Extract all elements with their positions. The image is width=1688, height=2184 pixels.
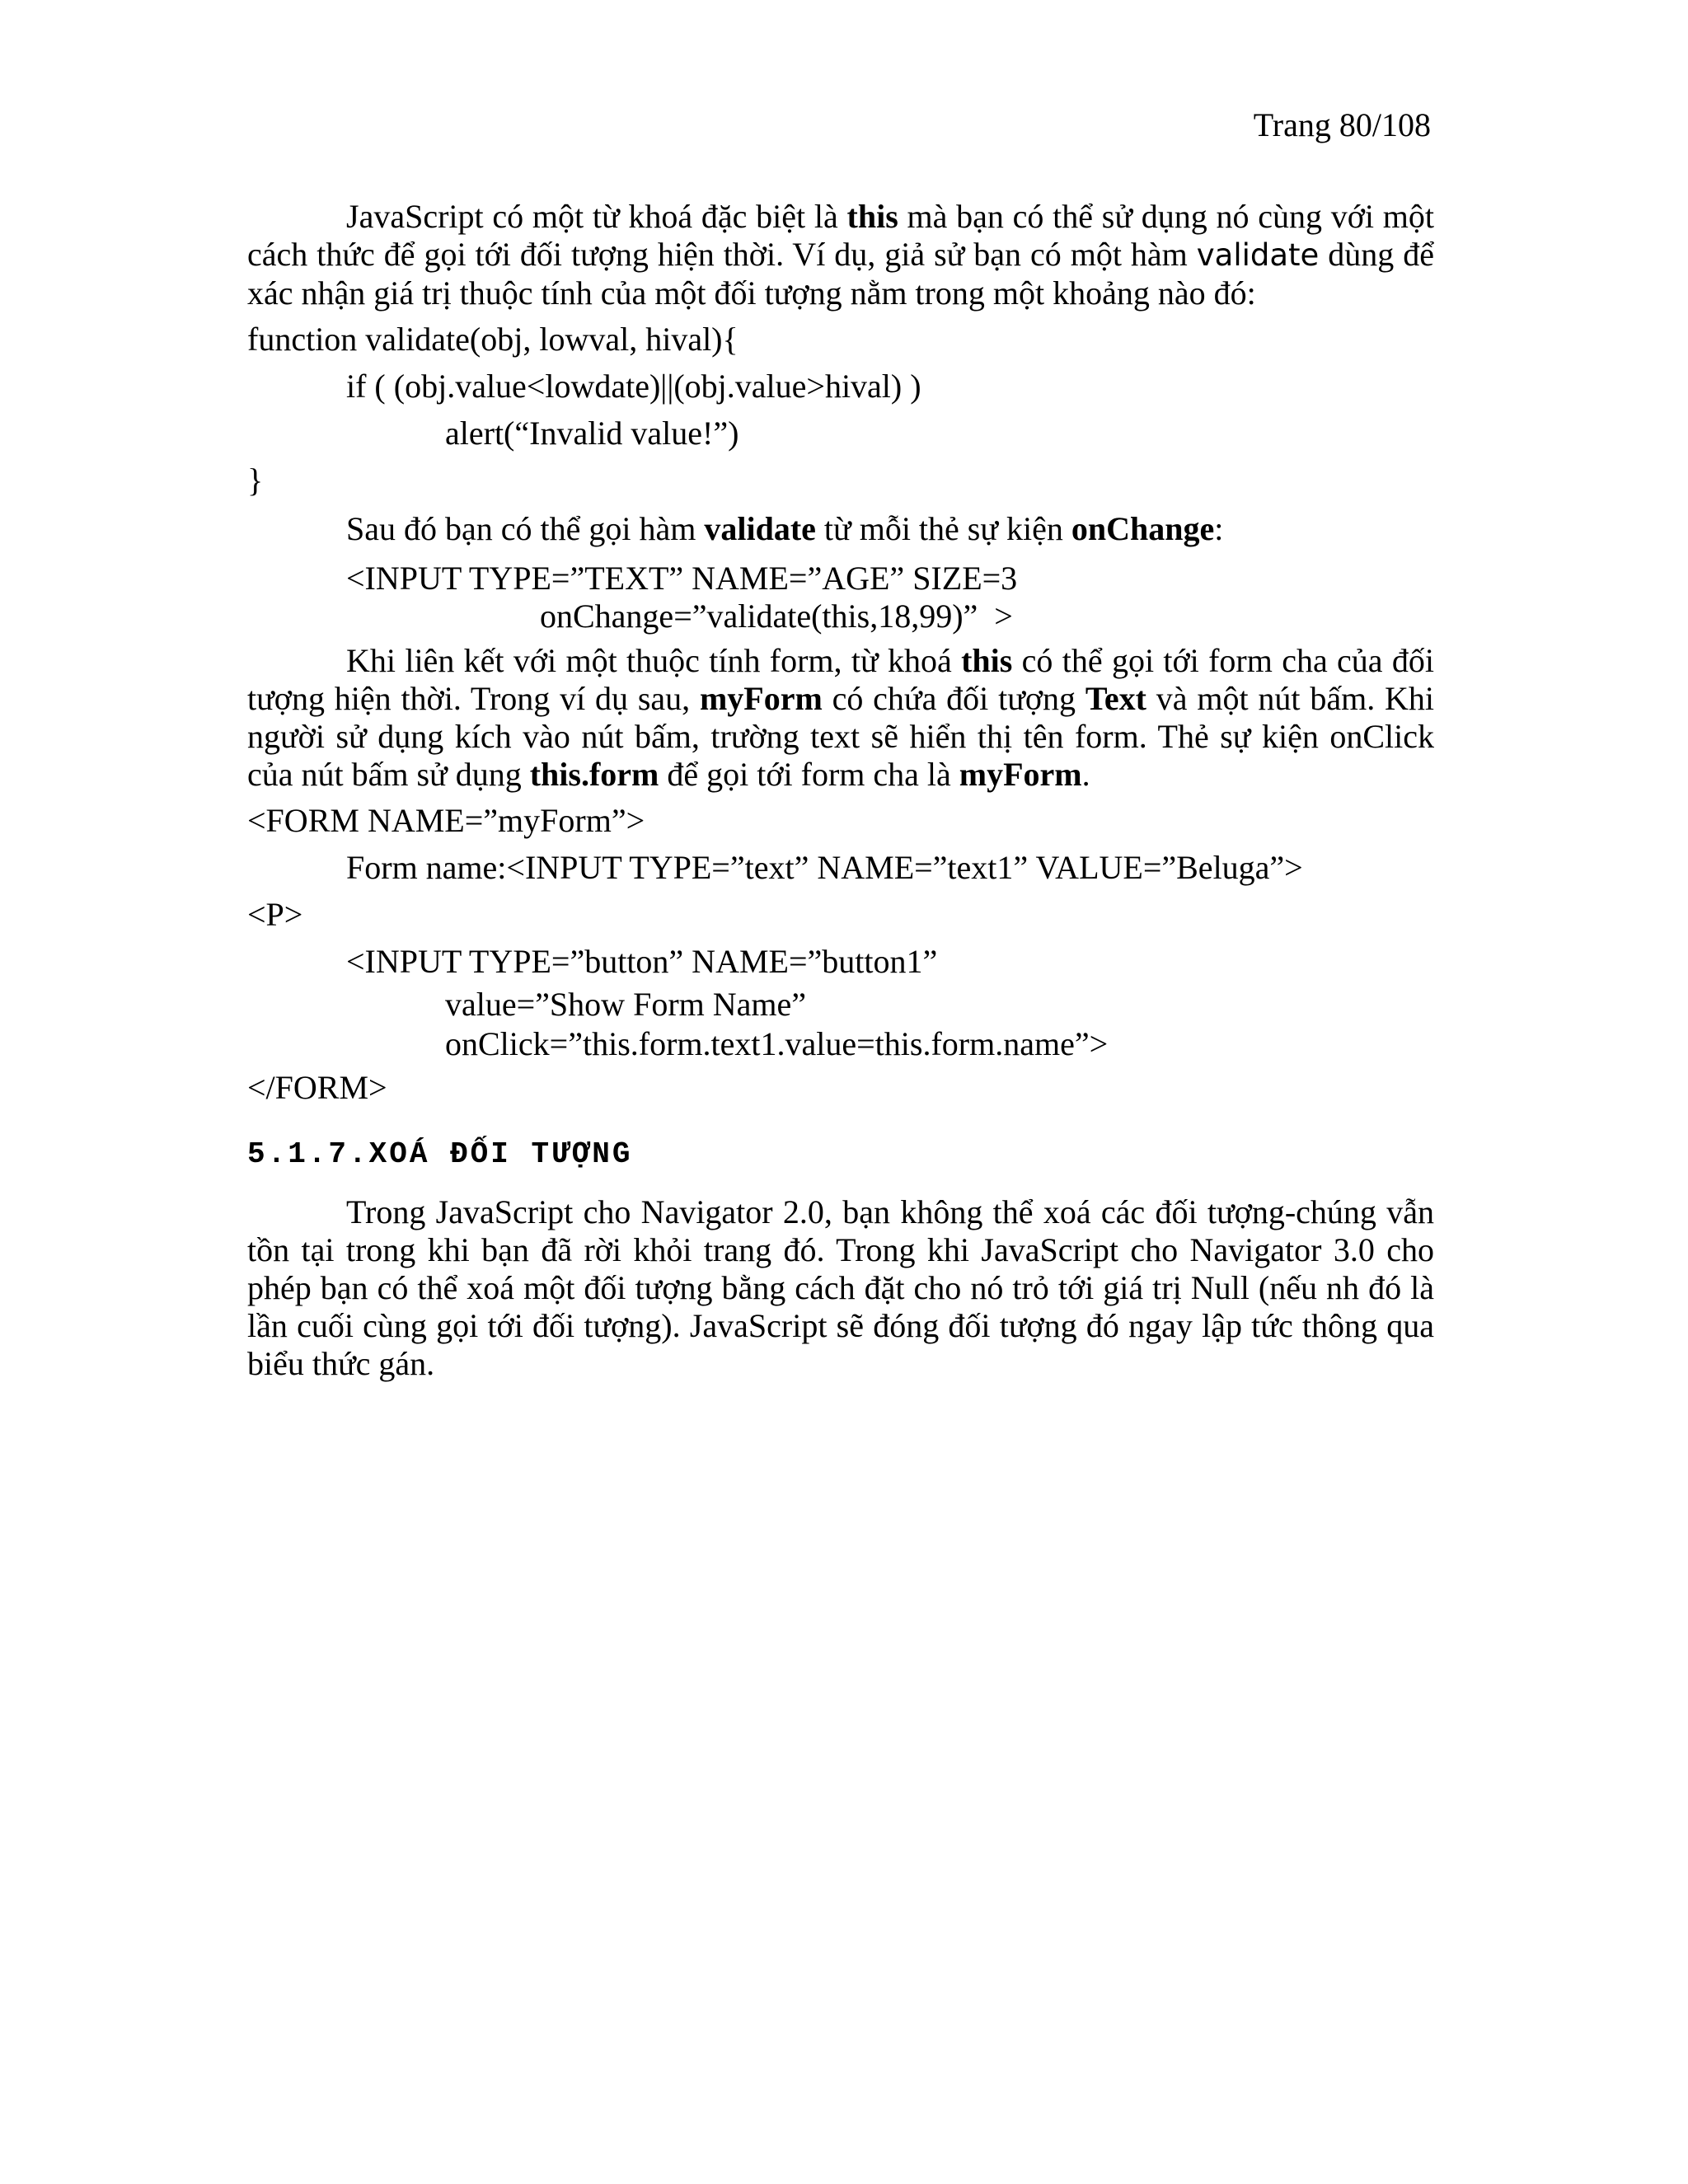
- bold-this-form: this.form: [529, 756, 659, 793]
- keyword-this: this: [846, 198, 898, 235]
- code-line: <P>: [247, 896, 303, 933]
- text-run: và một nút bấm. Khi người sử dụng kích vào nút bấm, trường text sẽ hiển thị tên form. Thẻ sự kiện onClick của nút bấm sử dụng: [247, 680, 1435, 793]
- bold-text: Text: [1085, 680, 1146, 717]
- code-line: <INPUT TYPE=”button” NAME=”button1”: [346, 943, 938, 980]
- bold-this: this: [961, 642, 1013, 679]
- function-name: validate: [1196, 237, 1320, 273]
- text-run: JavaScript có một từ khoá đặc biệt là: [346, 198, 847, 235]
- code-line: Form name:<INPUT TYPE=”text” NAME=”text1” VALUE=”Beluga”>: [346, 849, 1303, 886]
- code-line: alert(“Invalid value!”): [445, 415, 739, 452]
- text-run: :: [1214, 510, 1224, 547]
- validate-usage-paragraph: [247, 510, 1434, 548]
- delete-object-paragraph: Trong JavaScript cho Navigator 2.0, bạn không thể xoá các đối tượng-chúng vẫn tồn tại trong khi bạn đã rời khỏi trang đó. Trong khi JavaScript cho Navigator 3.0 cho phép bạn có thể xoá một đối tượng bằng cách đặt cho nó trỏ tới giá trị Null (nếu nh đó là lần cuối cùng gọi tới đối tượng). JavaScript sẽ đóng đối tượng đó ngay lập tức thông qua biểu thức gán.: [247, 1193, 1434, 1382]
- code-line: value=”Show Form Name”: [445, 986, 807, 1023]
- bold-myform: myForm: [699, 680, 823, 717]
- code-line: onChange=”validate(this,18,99)” >: [540, 598, 1013, 635]
- text-run: .: [1081, 756, 1090, 793]
- bold-validate: validate: [704, 510, 816, 547]
- text-run: mà bạn có thể sử dụng nó cùng với một cách thức để gọi tới đối tượng hiện thời. Ví dụ, giả sử bạn có một hàm: [247, 198, 1434, 273]
- text-run: Khi liên kết với một thuộc tính form, từ khoá: [346, 642, 962, 679]
- code-line: <INPUT TYPE=”TEXT” NAME=”AGE” SIZE=3: [346, 560, 1018, 597]
- code-line: }: [247, 462, 264, 499]
- text-run: có thể gọi tới form cha của đối tượng hiện thời. Trong ví dụ sau,: [247, 642, 1434, 717]
- code-block-validate: [247, 316, 1434, 504]
- code-block-input: [247, 560, 1434, 635]
- bold-onchange: onChange: [1071, 510, 1215, 547]
- code-block-form: [247, 797, 1434, 1111]
- section-heading: 5.1.7.XOÁ ĐỐI TƯỢNG: [247, 1137, 633, 1171]
- page-content: [247, 198, 1434, 1383]
- this-form-paragraph: [247, 642, 1434, 794]
- bold-myform: myForm: [959, 756, 1082, 793]
- text-run: có chứa đối tượng: [822, 680, 1085, 717]
- text-run: Sau đó bạn có thể gọi hàm: [346, 510, 705, 547]
- code-line: </FORM>: [247, 1069, 387, 1106]
- code-line: if ( (obj.value<lowdate)||(obj.value>hival) ): [346, 368, 921, 405]
- code-line: function validate(obj, lowval, hival){: [247, 321, 738, 358]
- text-run: để gọi tới form cha là: [659, 756, 959, 793]
- code-line: <FORM NAME=”myForm”>: [247, 802, 645, 839]
- text-run: dùng để xác nhận giá trị thuộc tính của một đối tượng nằm trong một khoảng nào đó:: [247, 236, 1434, 312]
- code-line: onClick=”this.form.text1.value=this.form.name”>: [445, 1025, 1109, 1062]
- intro-paragraph: [247, 198, 1434, 312]
- page-number: Trang 80/108: [1253, 106, 1431, 143]
- text-run: từ mỗi thẻ sự kiện: [815, 510, 1071, 547]
